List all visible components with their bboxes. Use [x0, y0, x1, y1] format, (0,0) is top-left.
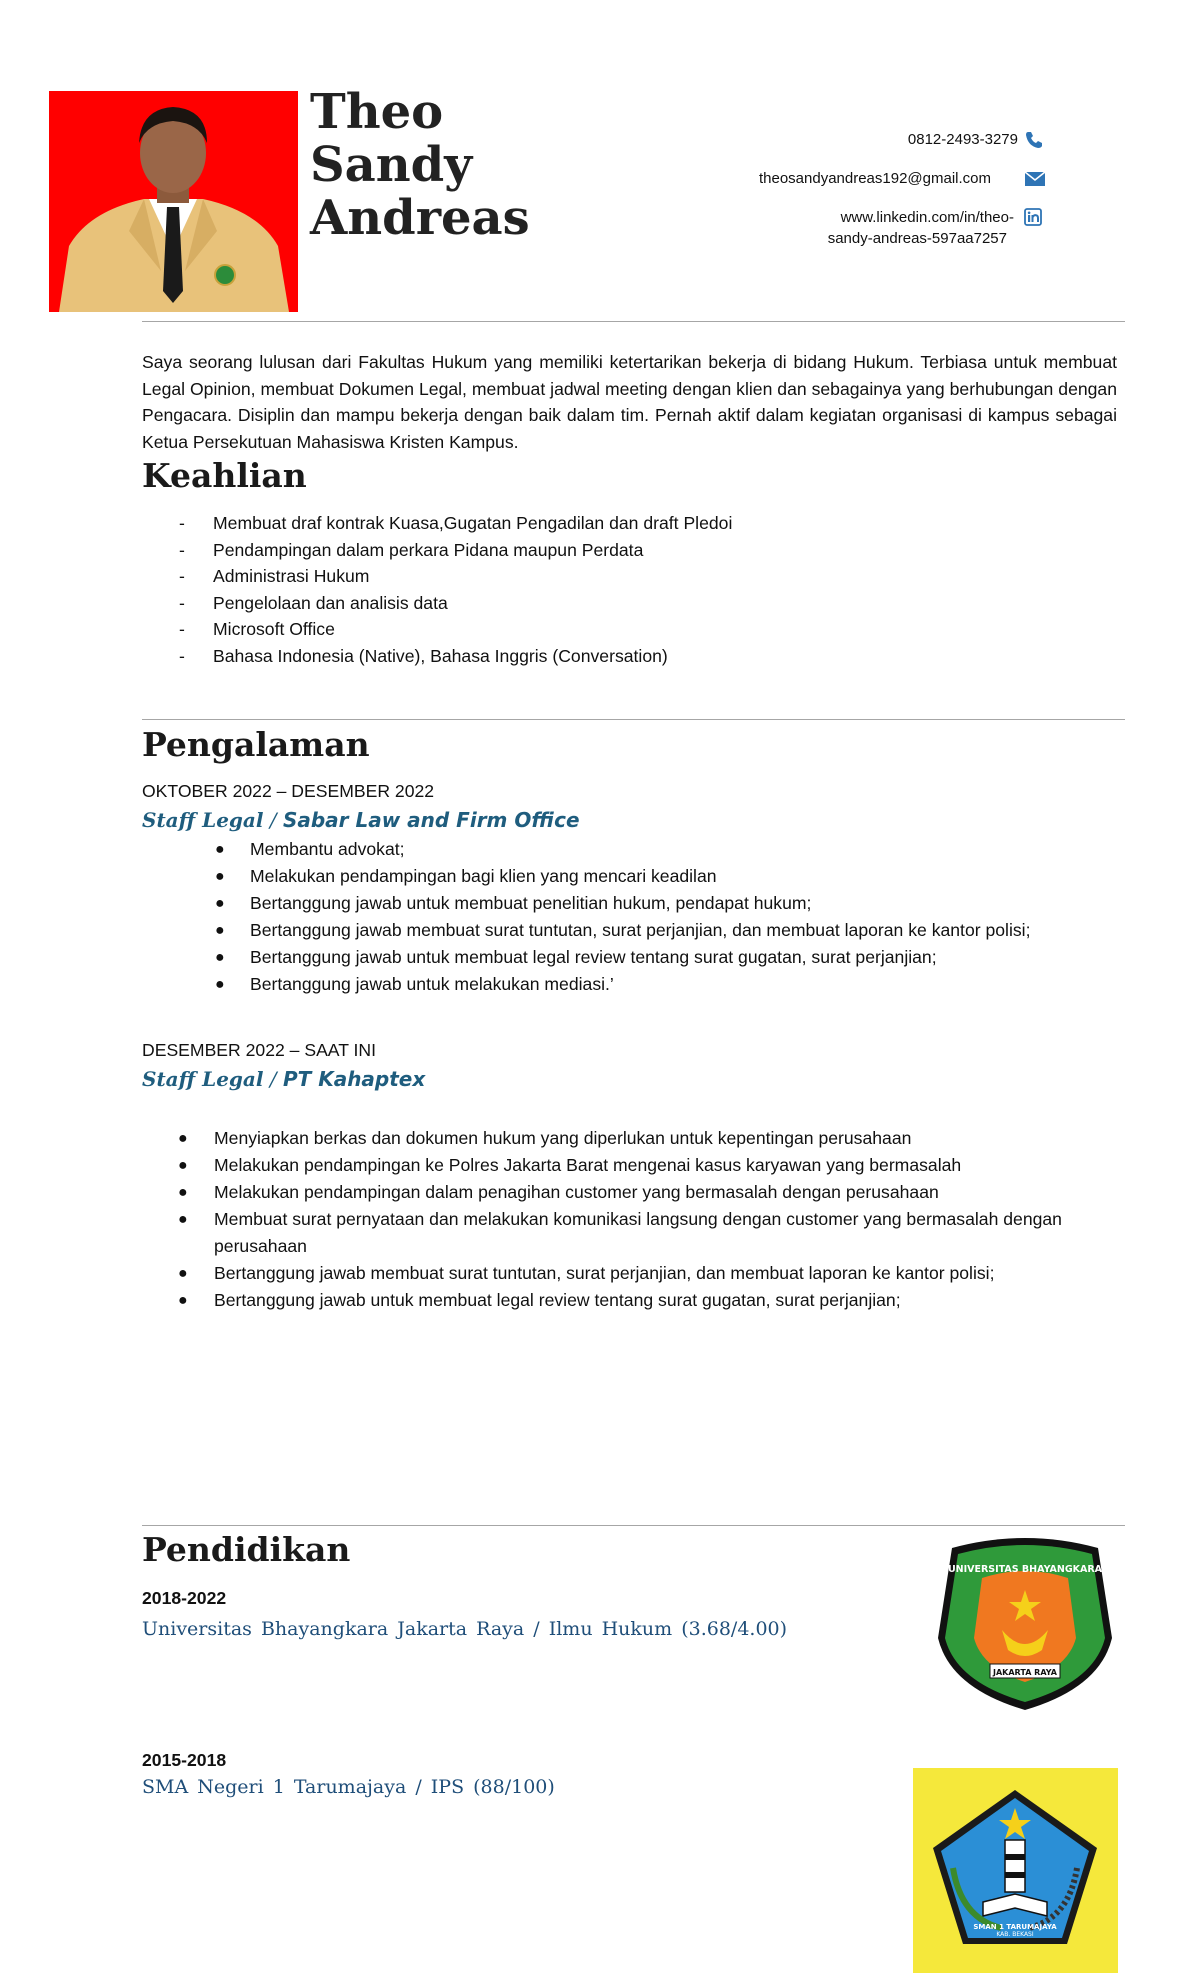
linkedin-url-line-2[interactable]: sandy-andreas-597aa7257: [827, 230, 1007, 247]
list-item: ● Bertanggung jawab untuk membuat penelitian hukum, pendapat hukum;: [215, 893, 812, 913]
phone-icon: [1024, 130, 1044, 150]
university-logo: [930, 1538, 1120, 1713]
list-item: ● Membantu advokat;: [215, 839, 405, 859]
logo-text: SMAN 1 TARUMAJAYA: [973, 1923, 1057, 1931]
job-title: Staff Legal: [142, 808, 264, 832]
education-school: SMA Negeri 1 Tarumajaya / IPS (88/100): [142, 1776, 555, 1798]
linkedin-url-line-1[interactable]: www.linkedin.com/in/theo-: [840, 209, 1014, 226]
list-item: - Microsoft Office: [142, 616, 1122, 643]
education-title: Pendidikan: [142, 1530, 351, 1569]
role-separator: /: [263, 1067, 283, 1091]
skills-title: Keahlian: [142, 456, 307, 495]
list-item: ● Bertanggung jawab untuk melakukan mediasi.’: [215, 974, 614, 994]
job-duties: [178, 1125, 1113, 1314]
phone-number[interactable]: 0812-2493-3279: [907, 131, 1018, 148]
profile-summary: Saya seorang lulusan dari Fakultas Hukum yang memiliki ketertarikan bekerja di bidang Hukum. Terbiasa untuk membuat Legal Opinion, membuat Dokumen Legal, membuat jadwal meeting dengan klien dan sebagainya yang berhubungan dengan Pengacara. Disiplin dan mampu bekerja dengan baik dalam tim. Pernah aktif dalam kegiatan organisasi di kampus sebagai Ketua Persekutuan Mahasiswa Kristen Kampus.: [142, 352, 1117, 452]
role-separator: /: [263, 808, 283, 832]
education-years: 2018-2022: [142, 1588, 227, 1608]
logo-text: UNIVERSITAS BHAYANGKARA: [947, 1564, 1103, 1575]
list-item: - Pengelolaan dan analisis data: [142, 590, 1122, 617]
school-logo: [913, 1768, 1118, 1973]
name-line-3: Andreas: [310, 190, 530, 246]
list-item: ● Membuat surat pernyataan dan melakukan komunikasi langsung dengan customer yang bermasalah dengan perusahaan: [178, 1209, 1062, 1256]
list-item: ● Melakukan pendampingan ke Polres Jakarta Barat mengenai kasus karyawan yang bermasalah: [178, 1155, 962, 1175]
list-item: ● Bertanggung jawab untuk membuat legal review tentang surat gugatan, surat perjanjian;: [215, 947, 937, 967]
logo-text: JAKARTA RAYA: [993, 1668, 1057, 1677]
name-line-1: Theo: [310, 84, 444, 140]
list-item: - Pendampingan dalam perkara Pidana maupun Perdata: [142, 537, 1122, 564]
profile-photo: [49, 91, 298, 312]
company-name: PT Kahaptex: [282, 1067, 426, 1091]
skills-list: [142, 510, 1122, 669]
list-item: ● Bertanggung jawab membuat surat tuntutan, surat perjanjian, dan membuat laporan ke kantor polisi;: [178, 1263, 995, 1283]
education-school: Universitas Bhayangkara Jakarta Raya / Ilmu Hukum (3.68/4.00): [142, 1618, 788, 1640]
job-period: DESEMBER 2022 – SAAT INI: [142, 1040, 377, 1060]
company-name: Sabar Law and Firm Office: [282, 808, 580, 832]
job-period: OKTOBER 2022 – DESEMBER 2022: [142, 781, 435, 801]
list-item: - Bahasa Indonesia (Native), Bahasa Inggris (Conversation): [142, 643, 1122, 670]
job-role: [142, 808, 580, 833]
email-address[interactable]: theosandyandreas192@gmail.com: [758, 170, 991, 187]
list-item: ● Bertanggung jawab membuat surat tuntutan, surat perjanjian, dan membuat laporan ke kantor polisi;: [215, 920, 1031, 940]
name-line-2: Sandy: [310, 137, 473, 193]
list-item: ● Melakukan pendampingan bagi klien yang mencari keadilan: [215, 866, 717, 886]
job-title: Staff Legal: [142, 1067, 264, 1091]
list-item: ● Melakukan pendampingan dalam penagihan customer yang bermasalah dengan perusahaan: [178, 1182, 939, 1202]
list-item: - Membuat draf kontrak Kuasa,Gugatan Pengadilan dan draft Pledoi: [142, 510, 1122, 537]
logo-text: KAB. BEKASI: [996, 1931, 1034, 1938]
divider: [142, 719, 1125, 720]
list-item: - Administrasi Hukum: [142, 563, 1122, 590]
divider: [142, 1525, 1125, 1526]
job-role: [142, 1067, 425, 1092]
education-years: 2015-2018: [142, 1750, 227, 1770]
divider: [142, 321, 1125, 322]
job-duties: [215, 836, 1190, 998]
linkedin-icon: [1024, 208, 1044, 228]
list-item: ● Menyiapkan berkas dan dokumen hukum yang diperlukan untuk kepentingan perusahaan: [178, 1128, 912, 1148]
list-item: ● Bertanggung jawab untuk membuat legal review tentang surat gugatan, surat perjanjian;: [178, 1290, 901, 1310]
experience-title: Pengalaman: [142, 725, 370, 764]
email-icon: [1024, 170, 1044, 190]
